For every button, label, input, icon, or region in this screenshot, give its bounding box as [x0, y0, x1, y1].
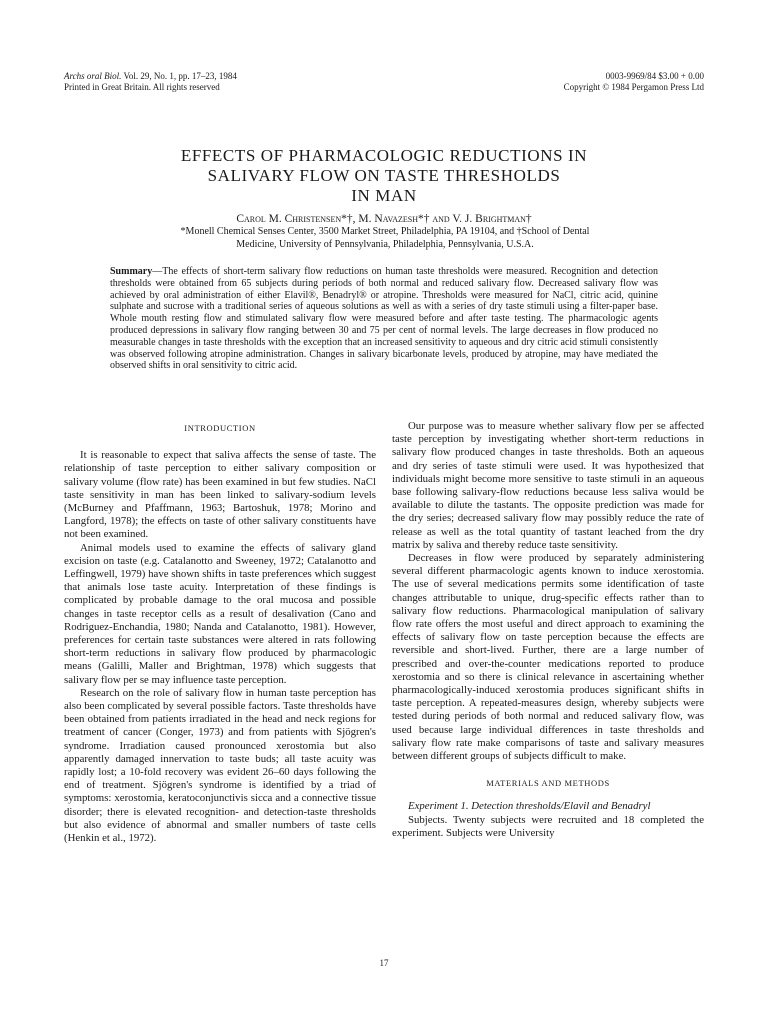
- summary-label: Summary: [110, 266, 153, 277]
- article-title: [80, 146, 688, 206]
- methods-heading: MATERIALS AND METHODS: [486, 778, 610, 789]
- subjects-paragraph: Subjects. Twenty subjects were recruited and 18 completed the experiment. Subjects were University: [392, 813, 704, 839]
- summary-text: —The effects of short-term salivary flow reductions on human taste thresholds were measured. Recognition and detection thresholds were obtained from 65 subjects during periods of both normal and reduced salivary flow. Decreased salivary flow was achieved by oral administration of either Elavil®, Benadryl® or atropine. Thresholds were measured for NaCl, citric acid, quinine sulphate and sucrose with a traditional series of aqueous solutions as well as with a series of dry taste stimuli using a filter-paper base. Whole mouth resting flow and stimulated salivary flow were measured before and after taste testing. The pharmacologic agents produced depressions in salivary flow ranging between 30 and 75 per cent of normal levels. The large decreases in flow produced no measurable changes in taste thresholds with the exception that an increased sensitivity to aqueous and dry citric acid stimuli consistently was observed following atropine administration. Changes in salivary bicarbonate levels, produced by atropine, may have mediated the observed shifts in oral sensitivity to citric acid.: [110, 266, 658, 372]
- summary-abstract: [110, 266, 658, 372]
- copyright: Copyright © 1984 Pergamon Press Ltd: [563, 82, 704, 92]
- left-column: [64, 420, 376, 845]
- author-list: Carol M. Christensen*†, M. Navazesh*† and V. J. Brightman†: [236, 213, 532, 225]
- journal-name: Archs oral Biol.: [64, 71, 122, 81]
- affiliation-line-2: Medicine, University of Pennsylvania, Philadelphia, Pennsylvania, U.S.A.: [236, 238, 534, 250]
- title-line-1: EFFECTS OF PHARMACOLOGIC REDUCTIONS IN: [180, 146, 588, 165]
- printed-note: Printed in Great Britain. All rights reserved: [64, 82, 220, 92]
- journal-header-left: [64, 71, 237, 93]
- experiment-1-heading: Experiment 1. Detection thresholds/Elavil and Benadryl: [408, 800, 651, 813]
- intro-paragraph-1: It is reasonable to expect that saliva affects the sense of taste. The relationship of taste perception to either salivary composition or salivary volume (flow rate) has been examined in but few studies. NaCl taste sensitivity in man has been linked to salivary-sodium levels (McBurney and Pfaffmann, 1963; Bartoshuk, 1978; Morino and Langford, 1978); the effects on taste of other salivary constituents have not been examined.: [64, 449, 376, 541]
- journal-citation: Vol. 29, No. 1, pp. 17–23, 1984: [123, 71, 237, 81]
- right-paragraph-1: Our purpose was to measure whether salivary flow per se affected taste perception by investigating whether short-term reductions in salivary flow produced changes in taste thresholds. Both an aqueous and dry series of taste stimuli were used. It was hypothesized that individuals might become more sensitive to taste stimuli in an aqueous base following salivary-flow reductions because less saliva would be available to dilute the tastants. The opposite prediction was made for the dry series; decreased salivary flow may possibly reduce the rate of release as well as the total quantity of tastant leached from the dry matrix by saliva and thereby reduce taste sensitivity.: [392, 420, 704, 551]
- affiliation-line-1: *Monell Chemical Senses Center, 3500 Market Street, Philadelphia, PA 19104, and †School of Dental: [180, 226, 590, 237]
- title-line-3: IN MAN: [351, 186, 417, 205]
- affiliations: [90, 226, 680, 251]
- issn: 0003-9969/84 $3.00 + 0.00: [605, 71, 704, 81]
- journal-header-right: [564, 71, 704, 93]
- intro-paragraph-2: Animal models used to examine the effects of salivary gland excision on taste (e.g. Catalanotto and Sweeney, 1972; Catalanotto and Leffingwell, 1979) have shown shifts in taste preferences which suggest that animals lose taste acuity. Interpretation of these findings is complicated by probable damage to the oral mucosa and possible changes in taste receptor cells as a result of desalivation (Cano and Rodriguez-Enchandia, 1980; Nanda and Catalanotto, 1981). However, preferences for certain taste substances were altered in rats following short-term reductions in salivary flow produced by pharmacologic means (Galilli, Maller and Brightman, 1978) which suggests that salivary flow per se may influence taste perception.: [64, 541, 376, 686]
- intro-paragraph-3: Research on the role of salivary flow in human taste perception has also been complicated by several possible factors. Taste thresholds have been obtained from patients irradiated in the head and neck regions for treatment of cancer (Conger, 1973) and from patients with Sjögren's syndrome. Irradiation caused pronounced xerostomia but also apparently damaged innervation to taste buds; all taste acuity was rapidly lost; a 10-fold recovery was evident 26–60 days following the end of treatment. Sjögren's syndrome is identified by a triad of symptoms: xerostomia, keratoconjunctivis sicca and a connective tissue disorder; there is elevated recognition- and detection-taste thresholds but also evidence of abnormal and smaller numbers of taste cells (Henkin et al., 1972).: [64, 686, 376, 845]
- right-paragraph-2: Decreases in flow were produced by separately administering several different pharmacologic agents known to induce xerostomia. The use of several medications permits some identification of taste changes attributable to unique, drug-specific effects rather than to salivary flow reductions. Pharmacological manipulation of salivary flow rate offers the most useful and direct approach to examining the effects of salivary flow on taste perception because the effects are reversible and short-lived. Further, there are a large number of prescribed and over-the-counter medications reported to produce xerostomia and so there is clinical relevance in ascertaining whether pharmacologically-induced xerostomia produces significant shifts in taste perception. A repeated-measures design, whereby subjects were tested during periods of both normal and reduced salivary flow, was used because large individual differences in taste thresholds and salivary flow rate make comparisons of taste and salivary measures between different groups of subjects difficult to make.: [392, 552, 704, 763]
- title-line-2: SALIVARY FLOW ON TASTE THRESHOLDS: [207, 166, 561, 185]
- page-number: 17: [379, 958, 389, 968]
- introduction-heading: INTRODUCTION: [184, 423, 256, 433]
- right-column: [392, 420, 704, 840]
